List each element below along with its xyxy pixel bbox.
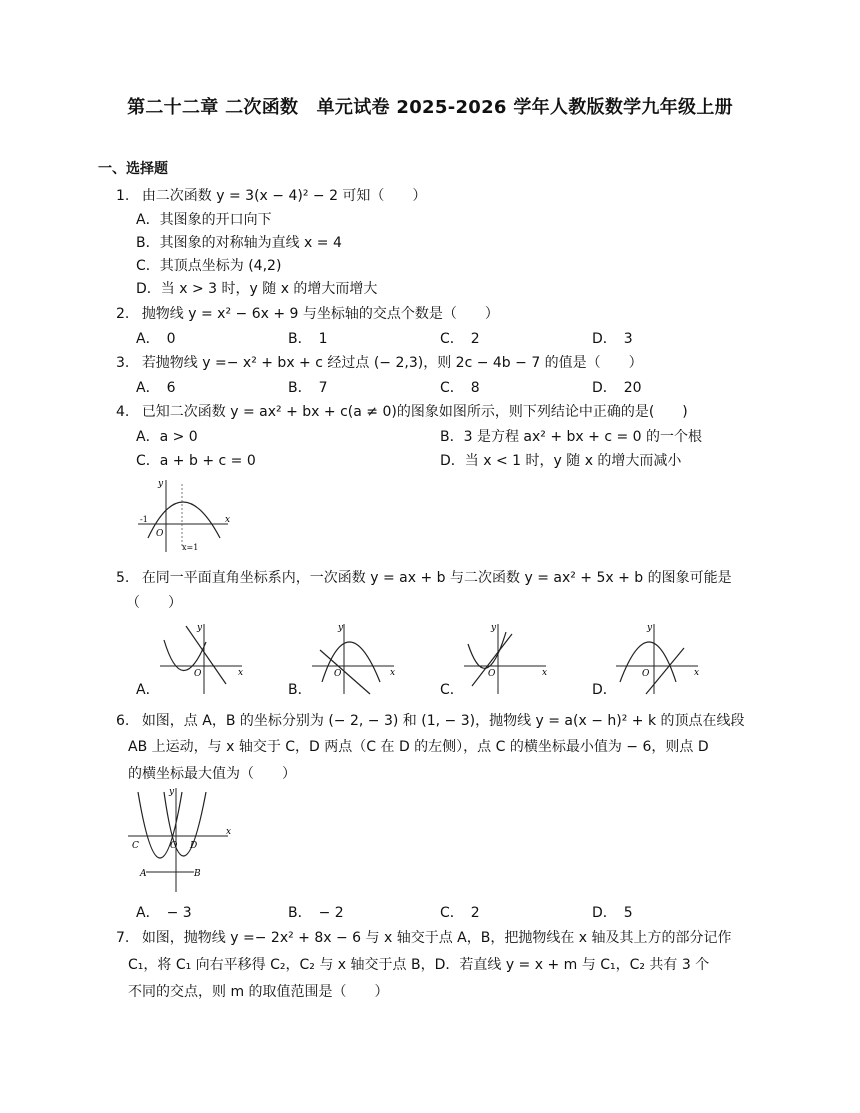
q5-figure-b bbox=[308, 620, 400, 698]
origin-label: O bbox=[334, 669, 342, 679]
y-axis-label: y bbox=[338, 623, 344, 633]
x-axis-label: x bbox=[390, 668, 396, 678]
option-c: C． bbox=[440, 682, 464, 698]
option-a: A． bbox=[136, 682, 160, 698]
question-1 bbox=[116, 186, 426, 206]
option-d: D． bbox=[592, 682, 617, 698]
neg-one-label: -1 bbox=[140, 515, 148, 524]
option-a: A．a > 0 bbox=[136, 429, 198, 445]
q4-figure bbox=[134, 476, 234, 556]
option-b: B． 7 bbox=[288, 380, 328, 396]
question-5 bbox=[116, 568, 732, 588]
question-stem: 如图，点 A，B 的坐标分别为 (− 2, − 3) 和 (1, − 3)，抛物线 y = a(x − h)² + k 的顶点在线段 bbox=[141, 713, 745, 729]
question-number: 4. bbox=[116, 404, 130, 420]
x-axis-label: x bbox=[694, 668, 700, 678]
question-stem: 在同一平面直角坐标系内，一次函数 y = ax + b 与二次函数 y = ax² + 5x + b 的图象可能是 bbox=[141, 570, 732, 586]
origin-label: O bbox=[642, 669, 650, 679]
option-c: C． 2 bbox=[440, 905, 480, 921]
question-2 bbox=[116, 304, 499, 324]
symmetry-axis-label: x=1 bbox=[182, 543, 199, 552]
question-stem: 抛物线 y = x² − 6x + 9 与坐标轴的交点个数是（ ） bbox=[141, 306, 499, 322]
question-7-line-3: 不同的交点，则 m 的取值范围是（ ） bbox=[128, 984, 389, 1000]
question-number: 5. bbox=[116, 570, 130, 586]
x-axis-label: x bbox=[238, 668, 244, 678]
option-b: B．3 是方程 ax² + bx + c = 0 的一个根 bbox=[440, 429, 703, 445]
option-a: A． 6 bbox=[136, 380, 176, 396]
point-c-label: C bbox=[132, 841, 139, 851]
question-number: 2. bbox=[116, 306, 130, 322]
option-d: D．当 x < 1 时，y 随 x 的增大而减小 bbox=[440, 453, 682, 469]
point-a-label: A bbox=[140, 869, 147, 879]
question-stem: 已知二次函数 y = ax² + bx + c(a ≠ 0)的图象如图所示，则下列结论中正确的是( ) bbox=[141, 404, 688, 420]
option-c: C． 2 bbox=[440, 331, 480, 347]
question-number: 3. bbox=[116, 355, 130, 371]
y-axis-label: y bbox=[491, 623, 497, 633]
option-d: D． 3 bbox=[592, 331, 633, 347]
option-a: A． − 3 bbox=[136, 905, 192, 921]
option-c: C．其顶点坐标为 (4,2) bbox=[136, 258, 282, 274]
x-axis-label: x bbox=[226, 827, 232, 837]
x-axis-label: x bbox=[225, 515, 231, 525]
origin-label: O bbox=[194, 669, 202, 679]
question-number: 1. bbox=[116, 188, 130, 204]
question-5-continuation: （ ） bbox=[126, 595, 182, 611]
option-c: C．a + b + c = 0 bbox=[136, 453, 256, 469]
q5-figure-c bbox=[460, 620, 552, 698]
option-b: B．其图象的对称轴为直线 x = 4 bbox=[136, 235, 342, 251]
origin-label: O bbox=[170, 841, 178, 851]
y-axis-label: y bbox=[158, 479, 164, 489]
option-a: A． 0 bbox=[136, 331, 176, 347]
option-b: B． − 2 bbox=[288, 905, 344, 921]
question-number: 7. bbox=[116, 930, 130, 946]
q5-figure-a bbox=[156, 620, 248, 698]
point-b-label: B bbox=[194, 869, 201, 879]
option-b: B． 1 bbox=[288, 331, 328, 347]
question-6 bbox=[116, 711, 745, 731]
option-c: C． 8 bbox=[440, 380, 480, 396]
question-7-line-2: C₁，将 C₁ 向右平移得 C₂，C₂ 与 x 轴交于点 B，D．若直线 y = x + m 与 C₁，C₂ 共有 3 个 bbox=[128, 957, 710, 973]
question-6-line-2: AB 上运动，与 x 轴交于 C，D 两点（C 在 D 的左侧），点 C 的横坐标最小值为 − 6，则点 D bbox=[128, 739, 709, 755]
question-stem: 由二次函数 y = 3(x − 4)² − 2 可知（ ） bbox=[141, 188, 427, 204]
option-d: D． 5 bbox=[592, 905, 633, 921]
q6-figure bbox=[124, 784, 236, 894]
option-d: D． 20 bbox=[592, 380, 642, 396]
question-stem: 如图，抛物线 y =− 2x² + 8x − 6 与 x 轴交于点 A，B，把抛物线在 x 轴及其上方的部分记作 bbox=[141, 930, 732, 946]
y-axis-label: y bbox=[647, 623, 653, 633]
option-a: A．其图象的开口向下 bbox=[136, 212, 272, 228]
option-b: B． bbox=[288, 682, 312, 698]
x-axis-label: x bbox=[542, 668, 548, 678]
question-4 bbox=[116, 402, 688, 422]
origin-label: O bbox=[156, 529, 164, 539]
question-7 bbox=[116, 928, 732, 948]
y-axis-label: y bbox=[197, 623, 203, 633]
question-6-line-3: 的横坐标最大值为（ ） bbox=[128, 766, 296, 782]
question-number: 6. bbox=[116, 713, 130, 729]
question-3 bbox=[116, 353, 643, 373]
origin-label: O bbox=[488, 669, 496, 679]
page-title: 第二十二章 二次函数 单元试卷 2025-2026 学年人教版数学九年级上册 bbox=[127, 97, 733, 118]
point-d-label: D bbox=[190, 841, 198, 851]
y-axis-label: y bbox=[169, 787, 175, 797]
section-title: 一、选择题 bbox=[98, 161, 168, 177]
q5-figure-d bbox=[612, 620, 704, 698]
question-stem: 若抛物线 y =− x² + bx + c 经过点 (− 2,3)，则 2c − 4b − 7 的值是（ ） bbox=[141, 355, 643, 371]
option-d: D．当 x > 3 时，y 随 x 的增大而增大 bbox=[136, 281, 378, 297]
